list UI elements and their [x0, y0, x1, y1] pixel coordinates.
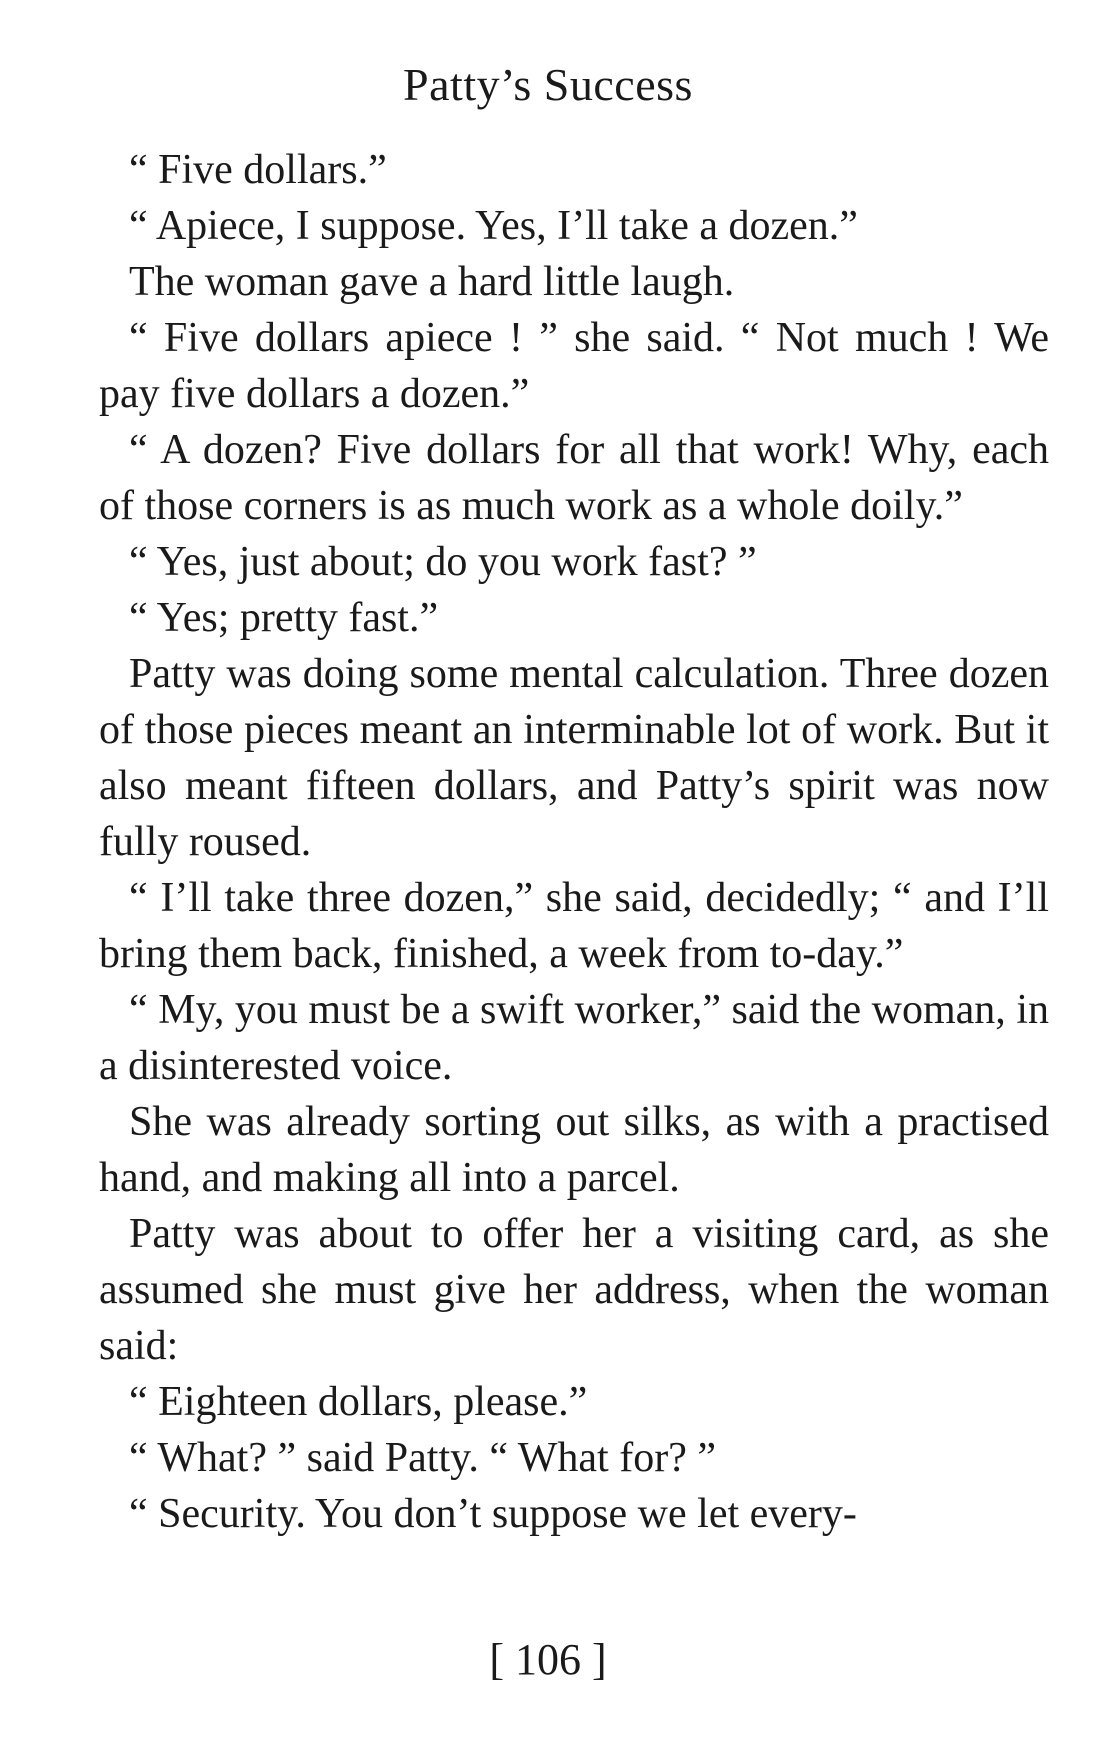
paragraph: “ I’ll take three dozen,” she said, decidedly; “ and I’ll bring them back, finished, a week from to-day.”: [99, 875, 1049, 977]
paragraph: “ A dozen? Five dollars for all that work! Why, each of those corners is as much work as a whole doily.”: [99, 427, 1049, 529]
paragraph: Patty was doing some mental calculation. Three dozen of those pieces meant an interminable lot of work. But it also meant fifteen dollars, and Patty’s spirit was now fully roused.: [99, 651, 1049, 865]
paragraph: “ Yes; pretty fast.”: [129, 595, 439, 641]
paragraph: “ Yes, just about; do you work fast? ”: [129, 539, 757, 585]
page-number: [ 106 ]: [489, 1635, 607, 1684]
paragraph: “ What? ” said Patty. “ What for? ”: [129, 1435, 716, 1481]
paragraph: She was already sorting out silks, as with a practised hand, and making all into a parcel.: [99, 1099, 1049, 1201]
paragraph: “ Five dollars.”: [129, 147, 387, 193]
paragraph: “ My, you must be a swift worker,” said the woman, in a disinterested voice.: [99, 987, 1049, 1089]
paragraph: “ Apiece, I suppose. Yes, I’ll take a dozen.”: [129, 203, 858, 249]
paragraph: Patty was about to offer her a visiting card, as she assumed she must give her address, when the woman said:: [99, 1211, 1049, 1369]
paragraph: “ Eighteen dollars, please.”: [129, 1379, 588, 1425]
paragraph: The woman gave a hard little laugh.: [129, 259, 735, 305]
body-text: [99, 142, 1049, 1542]
running-title: Patty’s Success: [403, 59, 693, 110]
paragraph: “ Five dollars apiece ! ” she said. “ Not much ! We pay five dollars a dozen.”: [99, 315, 1049, 417]
paragraph: “ Security. You don’t suppose we let every-: [129, 1491, 857, 1537]
